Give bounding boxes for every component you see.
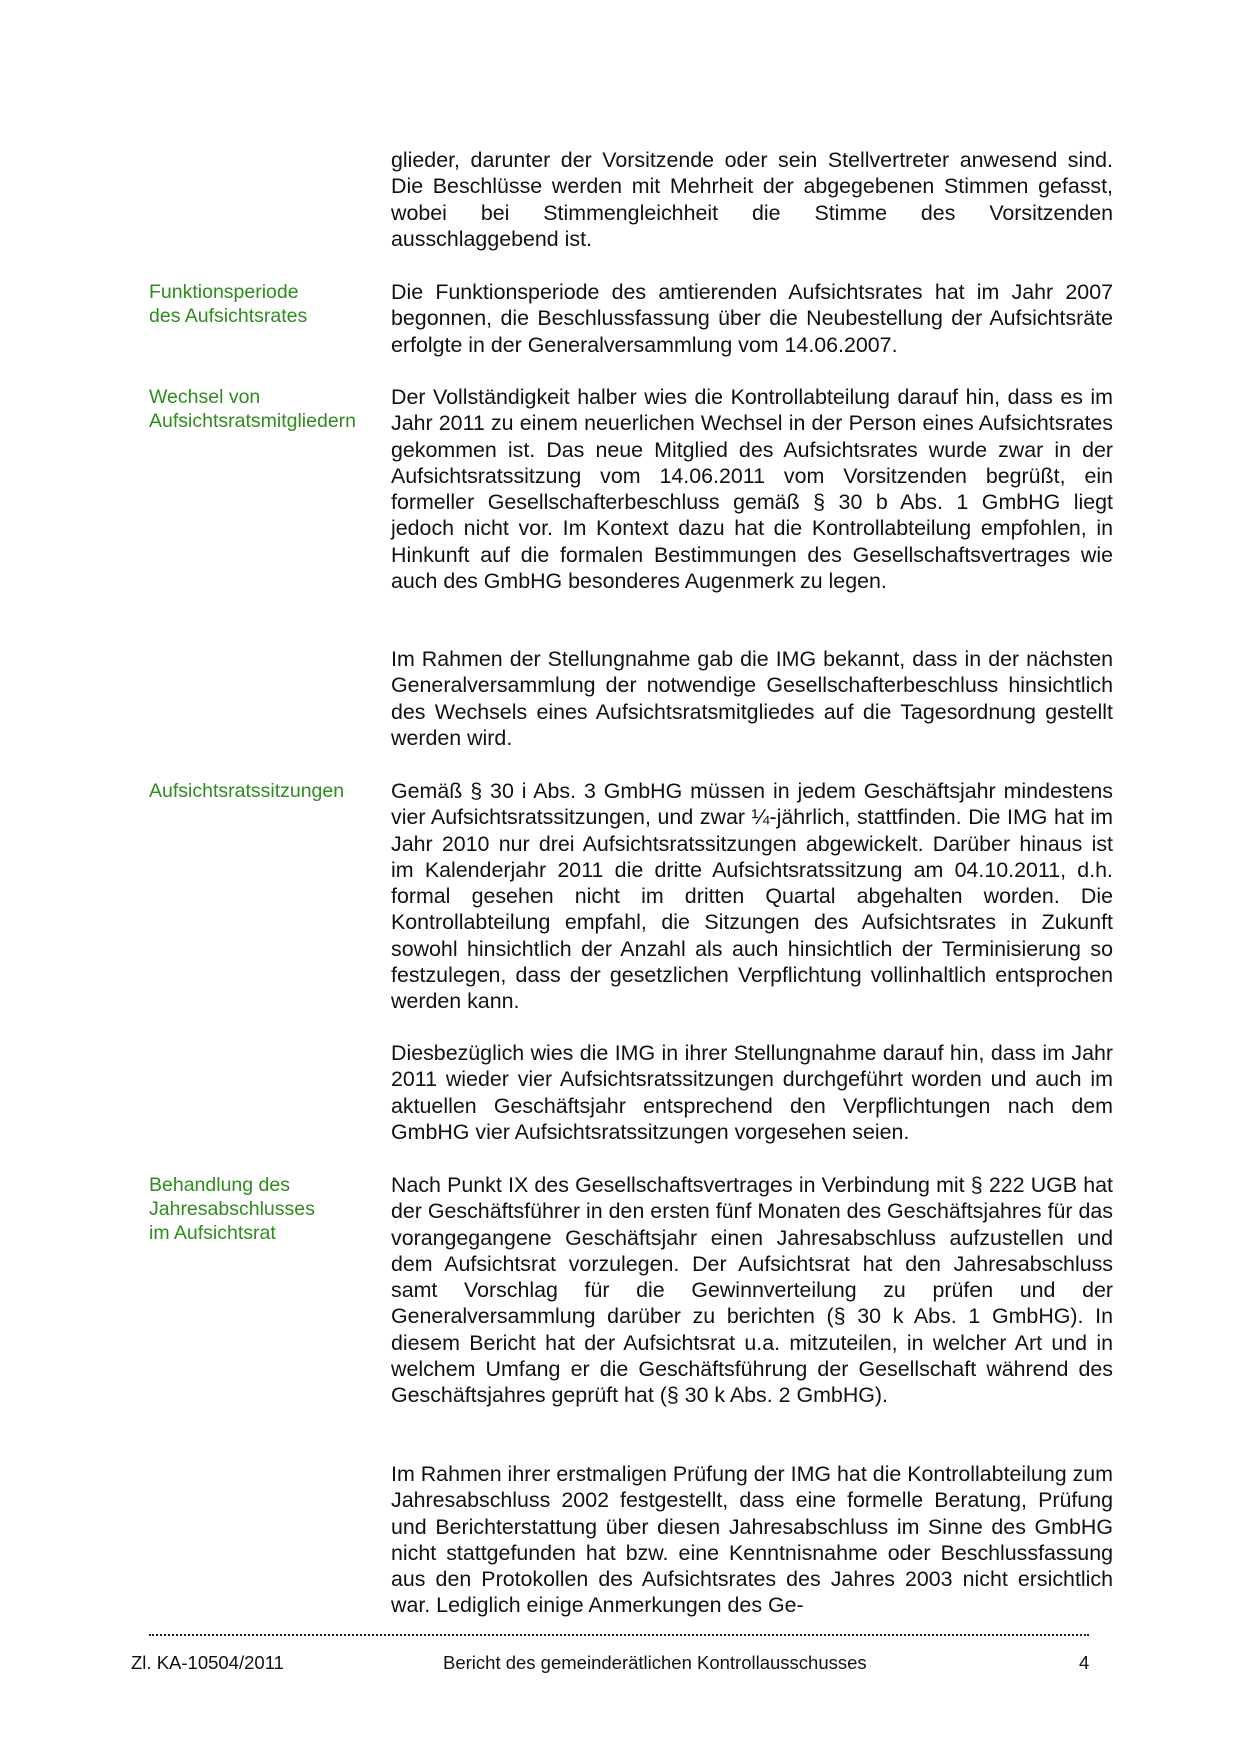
body-paragraph: Gemäß § 30 i Abs. 3 GmbHG müssen in jedem Geschäftsjahr mindestens vier Aufsichtsratssitzungen, und zwar ¼-jährlich, stattfinden. Die IMG hat im Jahr 2010 nur drei Aufsichtsratssitzungen abgewickelt. Darüber hinaus ist im Kalenderjahr 2011 die dritte Aufsichtsratssitzung am 04.10.2011, d.h. formal gesehen nicht im dritten Quartal abgehalten worden. Die Kontrollabteilung empfahl, die Sitzungen des Aufsichtsrates in Zukunft sowohl hinsichtlich der Anzahl als auch hinsichtlich der Terminisierung so festzulegen, dass der gesetzlichen Verpflichtung vollinhaltlich entsprochen werden kann. (391, 779, 1113, 1014)
body-paragraph: Die Funktionsperiode des amtierenden Aufsichtsrates hat im Jahr 2007 begonnen, die Beschlussfassung über die Neubestellung der Aufsichtsräte erfolgte in der Generalversammlung vom 14.06.2007. (391, 280, 1113, 357)
body-paragraph: Der Vollständigkeit halber wies die Kontrollabteilung darauf hin, dass es im Jahr 2011 zu einem neuerlichen Wechsel in der Person eines Aufsichtsrates gekommen ist. Das neue Mitglied des Aufsichtsrates wurde zwar in der Aufsichtsratssitzung vom 14.06.2011 vom Vorsitzenden begrüßt, ein formeller Gesellschafterbeschluss gemäß § 30 b Abs. 1 GmbHG liegt jedoch nicht vor. Im Kontext dazu hat die Kontrollabteilung empfohlen, in Hinkunft auf die formalen Bestimmungen des Gesellschaftsvertrages wie auch des GmbHG besonderes Augenmerk zu legen. (391, 385, 1113, 594)
body-paragraph: Im Rahmen der Stellungnahme gab die IMG bekannt, dass in der nächsten Generalversammlung der notwendige Gesellschafterbeschluss hinsichtlich des Wechsels eines Aufsichtsratsmitgliedes auf die Tagesordnung gestellt werden wird. (391, 647, 1113, 750)
footer-title: Bericht des gemeinderätlichen Kontrollausschusses (443, 1652, 867, 1673)
margin-heading: Wechsel von Aufsichtsratsmitgliedern (149, 386, 356, 432)
margin-heading: Aufsichtsratssitzungen (149, 780, 345, 802)
body-paragraph: Im Rahmen ihrer erstmaligen Prüfung der IMG hat die Kontrollabteilung zum Jahresabschluss 2002 festgestellt, dass eine formelle Beratung, Prüfung und Berichterstattung über diesen Jahresabschluss im Sinne des GmbHG nicht stattgefunden hat bzw. eine Kenntnisnahme oder Beschlussfassung aus den Protokollen des Aufsichtsrates des Jahres 2003 nicht ersichtlich war. Lediglich einige Anmerkungen des Ge- (391, 1462, 1113, 1618)
body-paragraph: Diesbezüglich wies die IMG in ihrer Stellungnahme darauf hin, dass im Jahr 2011 wieder vier Aufsichtsratssitzungen durchgeführt worden und auch im aktuellen Geschäftsjahr entsprechend den Verpflichtungen nach dem GmbHG vier Aufsichtsratssitzungen vorgesehen seien. (391, 1041, 1113, 1144)
body-paragraph: Nach Punkt IX des Gesellschaftsvertrages in Verbindung mit § 222 UGB hat der Geschäftsführer in den ersten fünf Monaten des Geschäftsjahres für das vorangegangene Geschäftsjahr einen Jahresabschluss aufzustellen und dem Aufsichtsrat vorzulegen. Der Aufsichtsrat hat den Jahresabschluss samt Vorschlag für die Gewinnverteilung zu prüfen und der Generalversammlung darüber zu berichten (§ 30 k Abs. 1 GmbHG). In diesem Bericht hat der Aufsichtsrat u.a. mitzuteilen, in welcher Art und in welchem Umfang er die Geschäftsführung der Gesellschaft während des Geschäftsjahres geprüft hat (§ 30 k Abs. 2 GmbHG). (391, 1173, 1113, 1408)
margin-heading: Behandlung des Jahresabschlusses im Aufsichtsrat (149, 1174, 315, 1244)
footer-reference: Zl. KA-10504/2011 (131, 1652, 284, 1673)
margin-heading: Funktionsperiode des Aufsichtsrates (149, 281, 308, 327)
body-paragraph: glieder, darunter der Vorsitzende oder sein Stellvertreter anwesend sind. Die Beschlüsse werden mit Mehrheit der abgegebenen Stimmen gefasst, wobei bei Stimmengleichheit die Stimme des Vorsitzenden ausschlaggebend ist. (391, 148, 1113, 251)
page-number: 4 (1079, 1652, 1090, 1673)
footer-divider (149, 1634, 1089, 1636)
